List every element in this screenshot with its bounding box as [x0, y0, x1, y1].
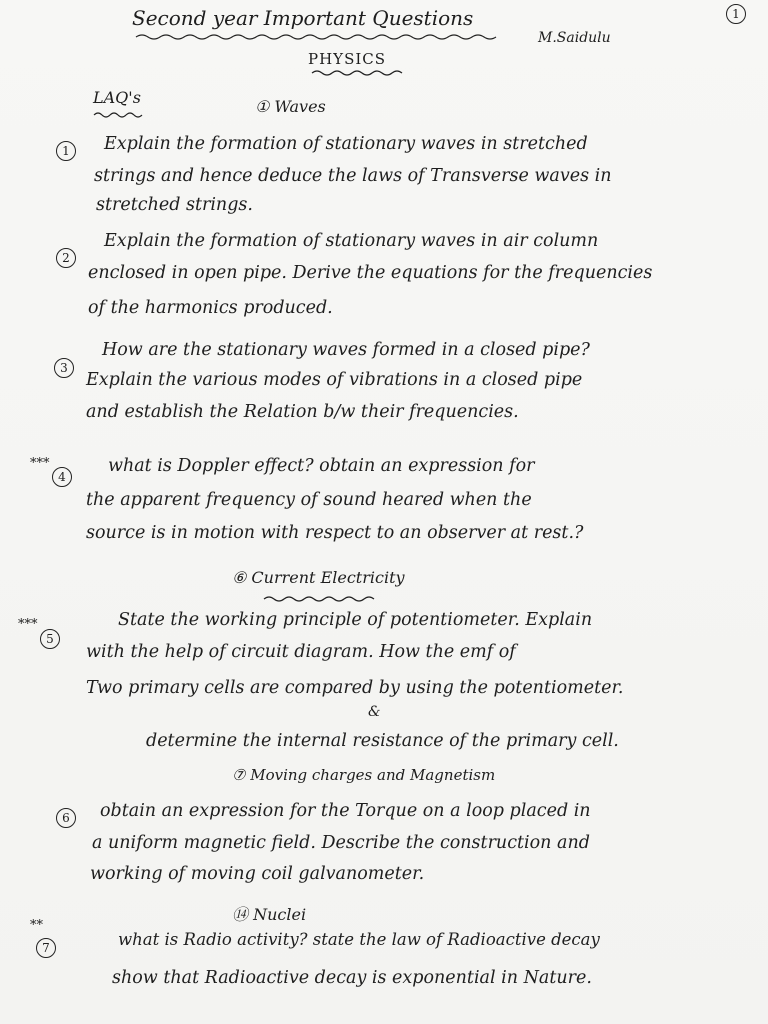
question-text-line: State the working principle of potentiometer. Explain	[118, 610, 593, 630]
section-label: LAQ's	[93, 88, 141, 107]
question-text-line: working of moving coil galvanometer.	[90, 864, 425, 884]
section-heading-current-electricity: ⑥ Current Electricity	[232, 568, 405, 587]
section-heading-nuclei: ⑭ Nuclei	[232, 905, 307, 924]
author-name: M.Saidulu	[538, 30, 611, 46]
question-text-line: the apparent frequency of sound heared when the	[86, 490, 532, 510]
question-text-line: How are the stationary waves formed in a closed pipe?	[102, 340, 590, 360]
question-text-line: of the harmonics produced.	[88, 298, 333, 318]
question-text-line: determine the internal resistance of the primary cell.	[146, 731, 619, 751]
question-text-line: what is Radio activity? state the law of Radioactive decay	[118, 930, 600, 949]
question-number: 4	[52, 467, 72, 487]
question-text-line: Explain the formation of stationary waves in stretched	[104, 134, 588, 154]
page-title: Second year Important Questions	[132, 6, 474, 30]
section-heading-waves: ① Waves	[255, 97, 326, 116]
title-underline	[136, 34, 506, 40]
current-underline	[264, 596, 374, 602]
importance-stars: **	[30, 918, 43, 933]
question-text-line: and establish the Relation b/w their frequencies.	[86, 402, 519, 422]
question-text-line: what is Doppler effect? obtain an expression for	[108, 456, 535, 476]
page-number: 1	[726, 4, 746, 24]
question-number: 2	[56, 248, 76, 268]
subject-heading: PHYSICS	[308, 50, 387, 68]
question-number: 6	[56, 808, 76, 828]
question-number: 3	[54, 358, 74, 378]
importance-stars: ***	[30, 456, 50, 471]
laq-underline	[94, 112, 142, 118]
question-text-line: strings and hence deduce the laws of Transverse waves in	[94, 166, 612, 186]
section-heading-moving-charges-magnetism: ⑦ Moving charges and Magnetism	[232, 766, 496, 784]
question-text-line: Explain the formation of stationary waves in air column	[104, 231, 599, 251]
question-text-line: Two primary cells are compared by using the potentiometer.	[86, 678, 624, 698]
importance-stars: ***	[18, 617, 38, 632]
subject-underline	[312, 70, 407, 76]
question-text-line: obtain an expression for the Torque on a loop placed in	[100, 801, 591, 821]
question-text-line: enclosed in open pipe. Derive the equations for the frequencies	[88, 263, 653, 283]
question-text-line: show that Radioactive decay is exponential in Nature.	[112, 968, 592, 988]
question-text-line: a uniform magnetic field. Describe the construction and	[92, 833, 590, 853]
question-text-line: &	[368, 704, 381, 720]
question-number: 5	[40, 629, 60, 649]
question-text-line: source is in motion with respect to an observer at rest.?	[86, 523, 584, 543]
question-text-line: Explain the various modes of vibrations in a closed pipe	[86, 370, 583, 390]
question-text-line: stretched strings.	[96, 195, 253, 215]
question-number: 1	[56, 141, 76, 161]
question-number: 7	[36, 938, 56, 958]
question-text-line: with the help of circuit diagram. How the emf of	[86, 642, 516, 662]
